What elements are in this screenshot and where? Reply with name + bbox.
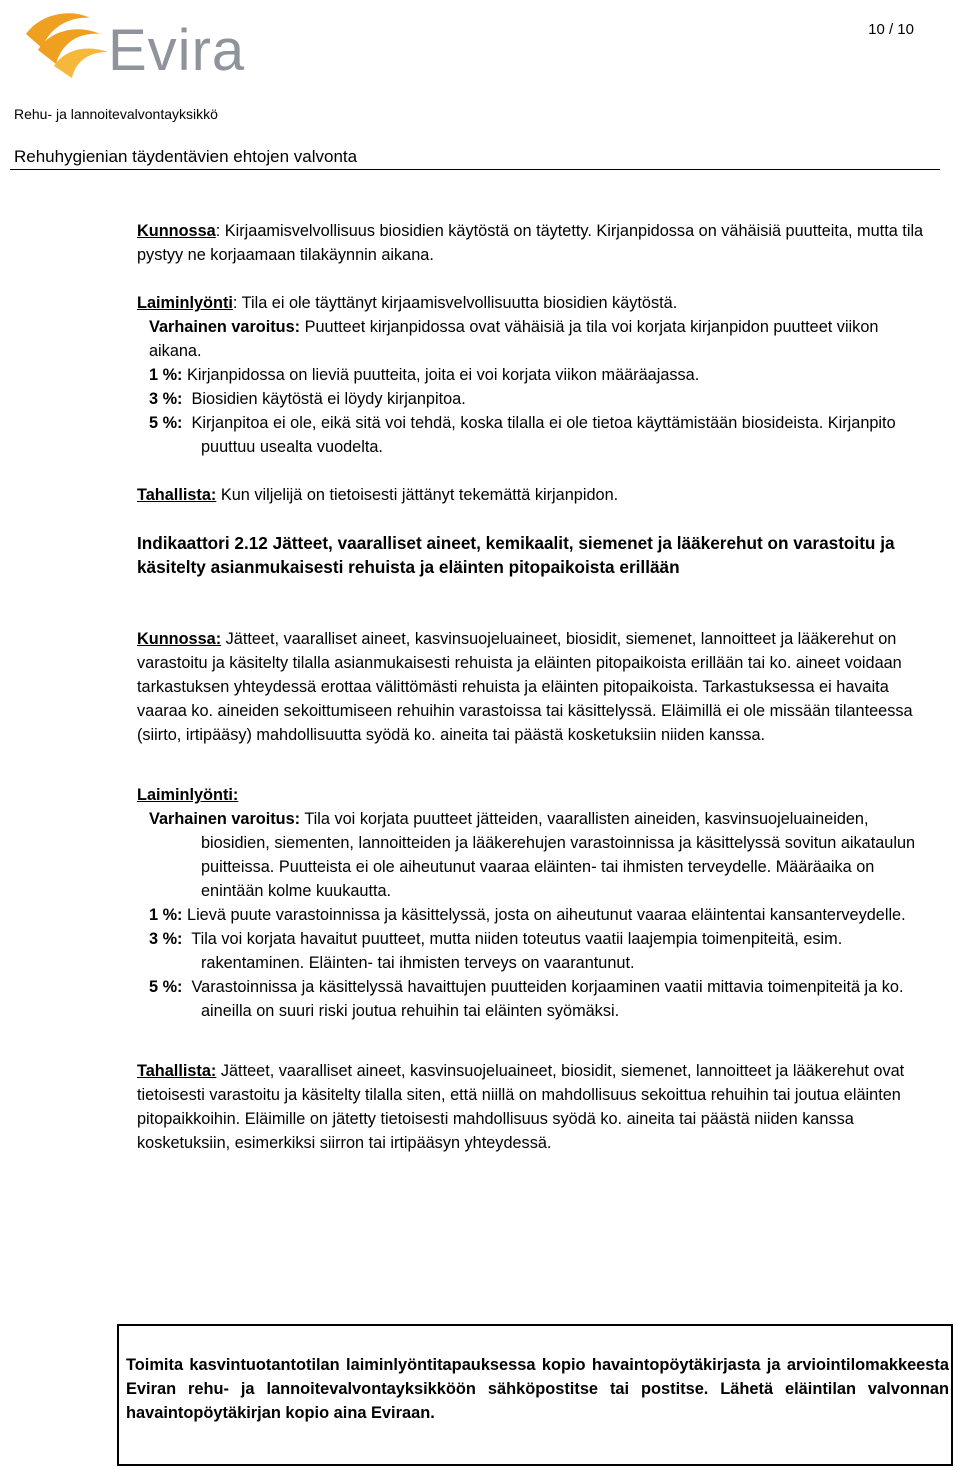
penalty-list — [149, 315, 932, 459]
header-divider — [10, 169, 940, 170]
list-item — [149, 315, 932, 363]
evira-logo-mark-icon — [20, 4, 115, 82]
kunnossa-text: Jätteet, vaaralliset aineet, kasvinsuojeluaineet, biosidit, siemenet, lannoitteet ja lääkerehut on varastoitu ja käsitelty tilalla asianmukaisesti rehuista ja eläinten pitopaikoista erillään tai ko. aineet voidaan tarkastuksen yhteydessä erottaa välittömästi rehuista ja eläinten pitopaikoista. Tarkastuksessa ei havaita vaaraa ko. aineiden sekoittumiseen rehuihin varastoissa tai käsittelyssä. Eläimillä ei ole missään tilanteessa (siirto, irtipääsy) mahdollisuutta syödä ko. aineita tai päästä kosketuksiin niiden kanssa. — [137, 630, 913, 744]
tahallista-text: Jätteet, vaaralliset aineet, kasvinsuojeluaineet, biosidit, siemenet, lannoitteet ja lääkerehut ovat tietoisesti varastoitu ja käsitelty tilalla siten, että niillä on mahdollisuus sekoittua rehuihin tai joutua eläinten pitopaikkoihin. Eläimille on jätetty tietoisesti mahdollisuus syödä ko. aineita tai päästä niiden kanssa kosketuksiin, esimerkiksi siirron tai irtipääsyn yhteydessä. — [137, 1062, 905, 1152]
item-label: Varhainen varoitus: — [149, 810, 301, 828]
tahallista-label: Tahallista: — [137, 486, 217, 504]
item-text: Kirjanpitoa ei ole, eikä sitä voi tehdä, koska tilalla ei ole tietoa käyttämistään biosideista. Kirjanpito puuttuu usealta vuodelta. — [182, 414, 901, 456]
tahallista-paragraph — [137, 483, 932, 507]
laiminlyonti-heading — [137, 783, 932, 807]
list-item — [149, 903, 932, 927]
kunnossa-paragraph — [137, 219, 932, 267]
item-label: 5 %: — [149, 414, 183, 432]
item-label: 1 %: — [149, 366, 183, 384]
tahallista-label: Tahallista: — [137, 1062, 217, 1080]
page-number: 10 / 10 — [868, 21, 914, 38]
item-label: 3 %: — [149, 930, 183, 948]
tahallista-text: Kun viljelijä on tietoisesti jättänyt tekemättä kirjanpidon. — [216, 486, 619, 504]
kunnossa-label: Kunnossa: — [137, 630, 222, 648]
item-label: 1 %: — [149, 906, 183, 924]
item-text: Varastoinnissa ja käsittelyssä havaittujen puutteiden korjaaminen vaatii mittavia toimenpiteitä ja ko. aineilla on suuri riski joutua rehuihin tai eläinten syömäksi. — [182, 978, 908, 1020]
kunnossa-text: : Kirjaamisvelvollisuus biosidien käytöstä on täytetty. Kirjanpidossa on vähäisiä puutteita, mutta tila pystyy ne korjaamaan tilakäynnin aikana. — [137, 222, 924, 264]
kunnossa-paragraph — [137, 627, 932, 747]
list-item — [149, 927, 932, 975]
item-label: 3 %: — [149, 390, 183, 408]
laiminlyonti-label: Laiminlyönti — [137, 294, 233, 312]
list-item — [149, 363, 932, 387]
item-label: 5 %: — [149, 978, 183, 996]
list-item — [149, 411, 932, 459]
laiminlyonti-text: : Tila ei ole täyttänyt kirjaamisvelvollisuutta biosidien käytöstä. — [232, 294, 678, 312]
kunnossa-label: Kunnossa — [137, 222, 216, 240]
list-item — [149, 807, 932, 903]
item-text: Tila voi korjata havaitut puutteet, mutta niiden toteutus vaatii laajempia toimenpiteitä, esim. rakentaminen. Eläinten- tai ihmisten terveys on vaarantunut. — [182, 930, 847, 972]
item-label: Varhainen varoitus: — [149, 318, 301, 336]
tahallista-paragraph — [137, 1059, 932, 1155]
notice-text: Toimita kasvintuotantotilan laiminlyöntitapauksessa kopio havaintopöytäkirjasta ja arviointilomakkeesta Eviran rehu- ja lannoitevalvontayksikköön sähköpostitse tai postitse. Lähetä eläintilan valvonnan havaintopöytäkirjan kopio aina Eviraan. — [126, 1356, 949, 1422]
item-text: Lievä puute varastoinnissa ja käsittelyssä, josta on aiheutunut vaaraa eläintentai kansanterveydelle. — [182, 906, 906, 924]
indicator-heading: Indikaattori 2.12 Jätteet, vaaralliset aineet, kemikaalit, siemenet ja lääkerehut on varastoitu ja käsitelty asianmukaisesti rehuista ja eläinten pitopaikoista erillään — [137, 533, 895, 577]
penalty-list — [149, 807, 932, 1023]
item-text: Puutteet kirjanpidossa ovat vähäisiä ja tila voi korjata kirjanpidon puutteet viikon aikana. — [149, 318, 879, 360]
laiminlyonti-label: Laiminlyönti: — [137, 786, 239, 804]
document-title: Rehuhygienian täydentävien ehtojen valvonta — [14, 147, 358, 166]
evira-logo — [20, 4, 270, 84]
item-text: Biosidien käytöstä ei löydy kirjanpitoa. — [182, 390, 466, 408]
item-text: Tila voi korjata puutteet jätteiden, vaarallisten aineiden, kasvinsuojeluaineiden, biosidien, siementen, lannoitteiden ja lääkerehujen varastoinnissa ja käsittelyssä sovitun aikataulun puitteissa. Puutteista ei ole aiheutunut vaaraa eläinten- tai ihmisten terveydelle. Määräaika on enintään kolme kuukautta. — [201, 810, 916, 900]
notice-box — [117, 1324, 953, 1466]
logo-wordmark: Evira — [108, 18, 246, 83]
list-item — [149, 387, 932, 411]
item-text: Kirjanpidossa on lieviä puutteita, joita ei voi korjata viikon määräajassa. — [182, 366, 700, 384]
laiminlyonti-paragraph — [137, 291, 932, 315]
section-a — [137, 219, 932, 507]
section-b — [137, 627, 932, 1155]
list-item — [149, 975, 932, 1023]
unit-name: Rehu- ja lannoitevalvontayksikkö — [14, 106, 218, 122]
